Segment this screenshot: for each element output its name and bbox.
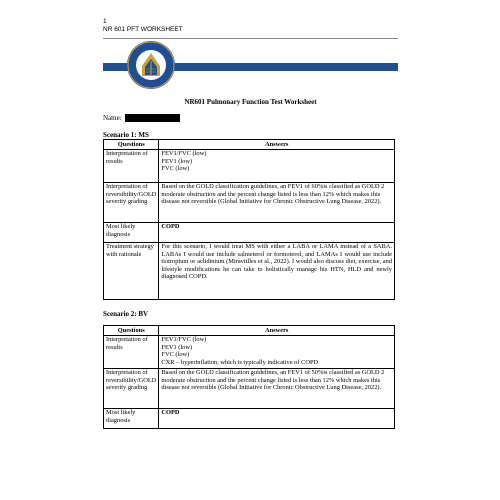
table-header-row bbox=[104, 140, 395, 150]
question-cell: Interpretation of reversibility/GOLD severity grading bbox=[104, 368, 159, 408]
answer-line: FVC (low) bbox=[161, 351, 190, 359]
page-number: 1 bbox=[103, 18, 107, 25]
running-title: NR 601 PFT WORKSHEET bbox=[103, 26, 183, 33]
table-row bbox=[104, 149, 395, 182]
scenario-2-title: Scenario 2: BV bbox=[103, 310, 149, 318]
table-row bbox=[104, 368, 395, 408]
answer-cell: COPD bbox=[159, 222, 395, 242]
answers-header: Answers bbox=[159, 140, 395, 150]
answer-line: FEV1/FVC (low) bbox=[161, 150, 207, 158]
questions-header: Questions bbox=[104, 326, 159, 336]
question-cell: Most likely diagnosis bbox=[104, 408, 159, 428]
table-row bbox=[104, 408, 395, 428]
answer-line: FEV1/FVC (low) bbox=[161, 336, 207, 344]
table-row bbox=[104, 222, 395, 242]
running-header bbox=[103, 18, 183, 34]
questions-header: Questions bbox=[104, 140, 159, 150]
answer-line: FEV1 (low) bbox=[161, 343, 193, 351]
question-cell: Treatment strategy with rationale bbox=[104, 242, 159, 299]
question-cell: Interpretation of results bbox=[104, 149, 159, 182]
answer-cell: Based on the GOLD classification guidelines, an FEV1 of 50%is classified as GOLD 2 moderate obstruction and the percent change listed is less than 12% which makes this disease not reversible (Global Initiative for Chronic Obstructive Lung Disease, 2022). bbox=[159, 368, 395, 408]
answer-line: FEV1 (low) bbox=[161, 157, 193, 165]
chamberlain-logo bbox=[126, 40, 176, 90]
table-row bbox=[104, 242, 395, 299]
answer-cell: COPD bbox=[159, 408, 395, 428]
answer-line: FVC (low) bbox=[161, 165, 190, 173]
table-row bbox=[104, 182, 395, 222]
answer-cell bbox=[159, 149, 395, 182]
answer-cell: Based on the GOLD classification guidelines, an FEV1 of 60%is classified as GOLD 2 moderate obstruction and the percent change listed is less than 12% which makes this disease not reversible (Global Initiative for Chronic Obstructive Lung Disease, 2022). bbox=[159, 182, 395, 222]
name-row bbox=[103, 114, 180, 122]
name-label: Name: bbox=[103, 114, 122, 122]
document-title: NR601 Pulmonary Function Test Worksheet bbox=[184, 98, 317, 106]
question-cell: Interpretation of reversibility/GOLD severity grading bbox=[104, 182, 159, 222]
answer-cell: For this scenario, I would treat MS with either a LABA or LAMA instead of a SABA. LABAs I would use include salmeterol or formoterol, and LAMAs I would use include tiotropium or aclidinium (Miravitlles et al., 2022). I would also discuss diet, exercise, and lifestyle modifications he can take to holistically manage his HTN, HLD and newly diagnosed COPD. bbox=[159, 242, 395, 299]
question-cell: Interpretation of results bbox=[104, 335, 159, 368]
header-rule bbox=[103, 38, 398, 39]
scenario-1-title: Scenario 1: MS bbox=[103, 131, 149, 139]
answer-line: CXR – hyperinflation, which is typically indicative of COPD bbox=[161, 358, 319, 366]
scenario-1-table bbox=[103, 139, 395, 300]
table-header-row bbox=[104, 326, 395, 336]
question-cell: Most likely diagnosis bbox=[104, 222, 159, 242]
answer-cell bbox=[159, 335, 395, 368]
redacted-name bbox=[125, 114, 180, 122]
answers-header: Answers bbox=[159, 326, 395, 336]
table-row bbox=[104, 335, 395, 368]
scenario-2-table bbox=[103, 325, 395, 429]
